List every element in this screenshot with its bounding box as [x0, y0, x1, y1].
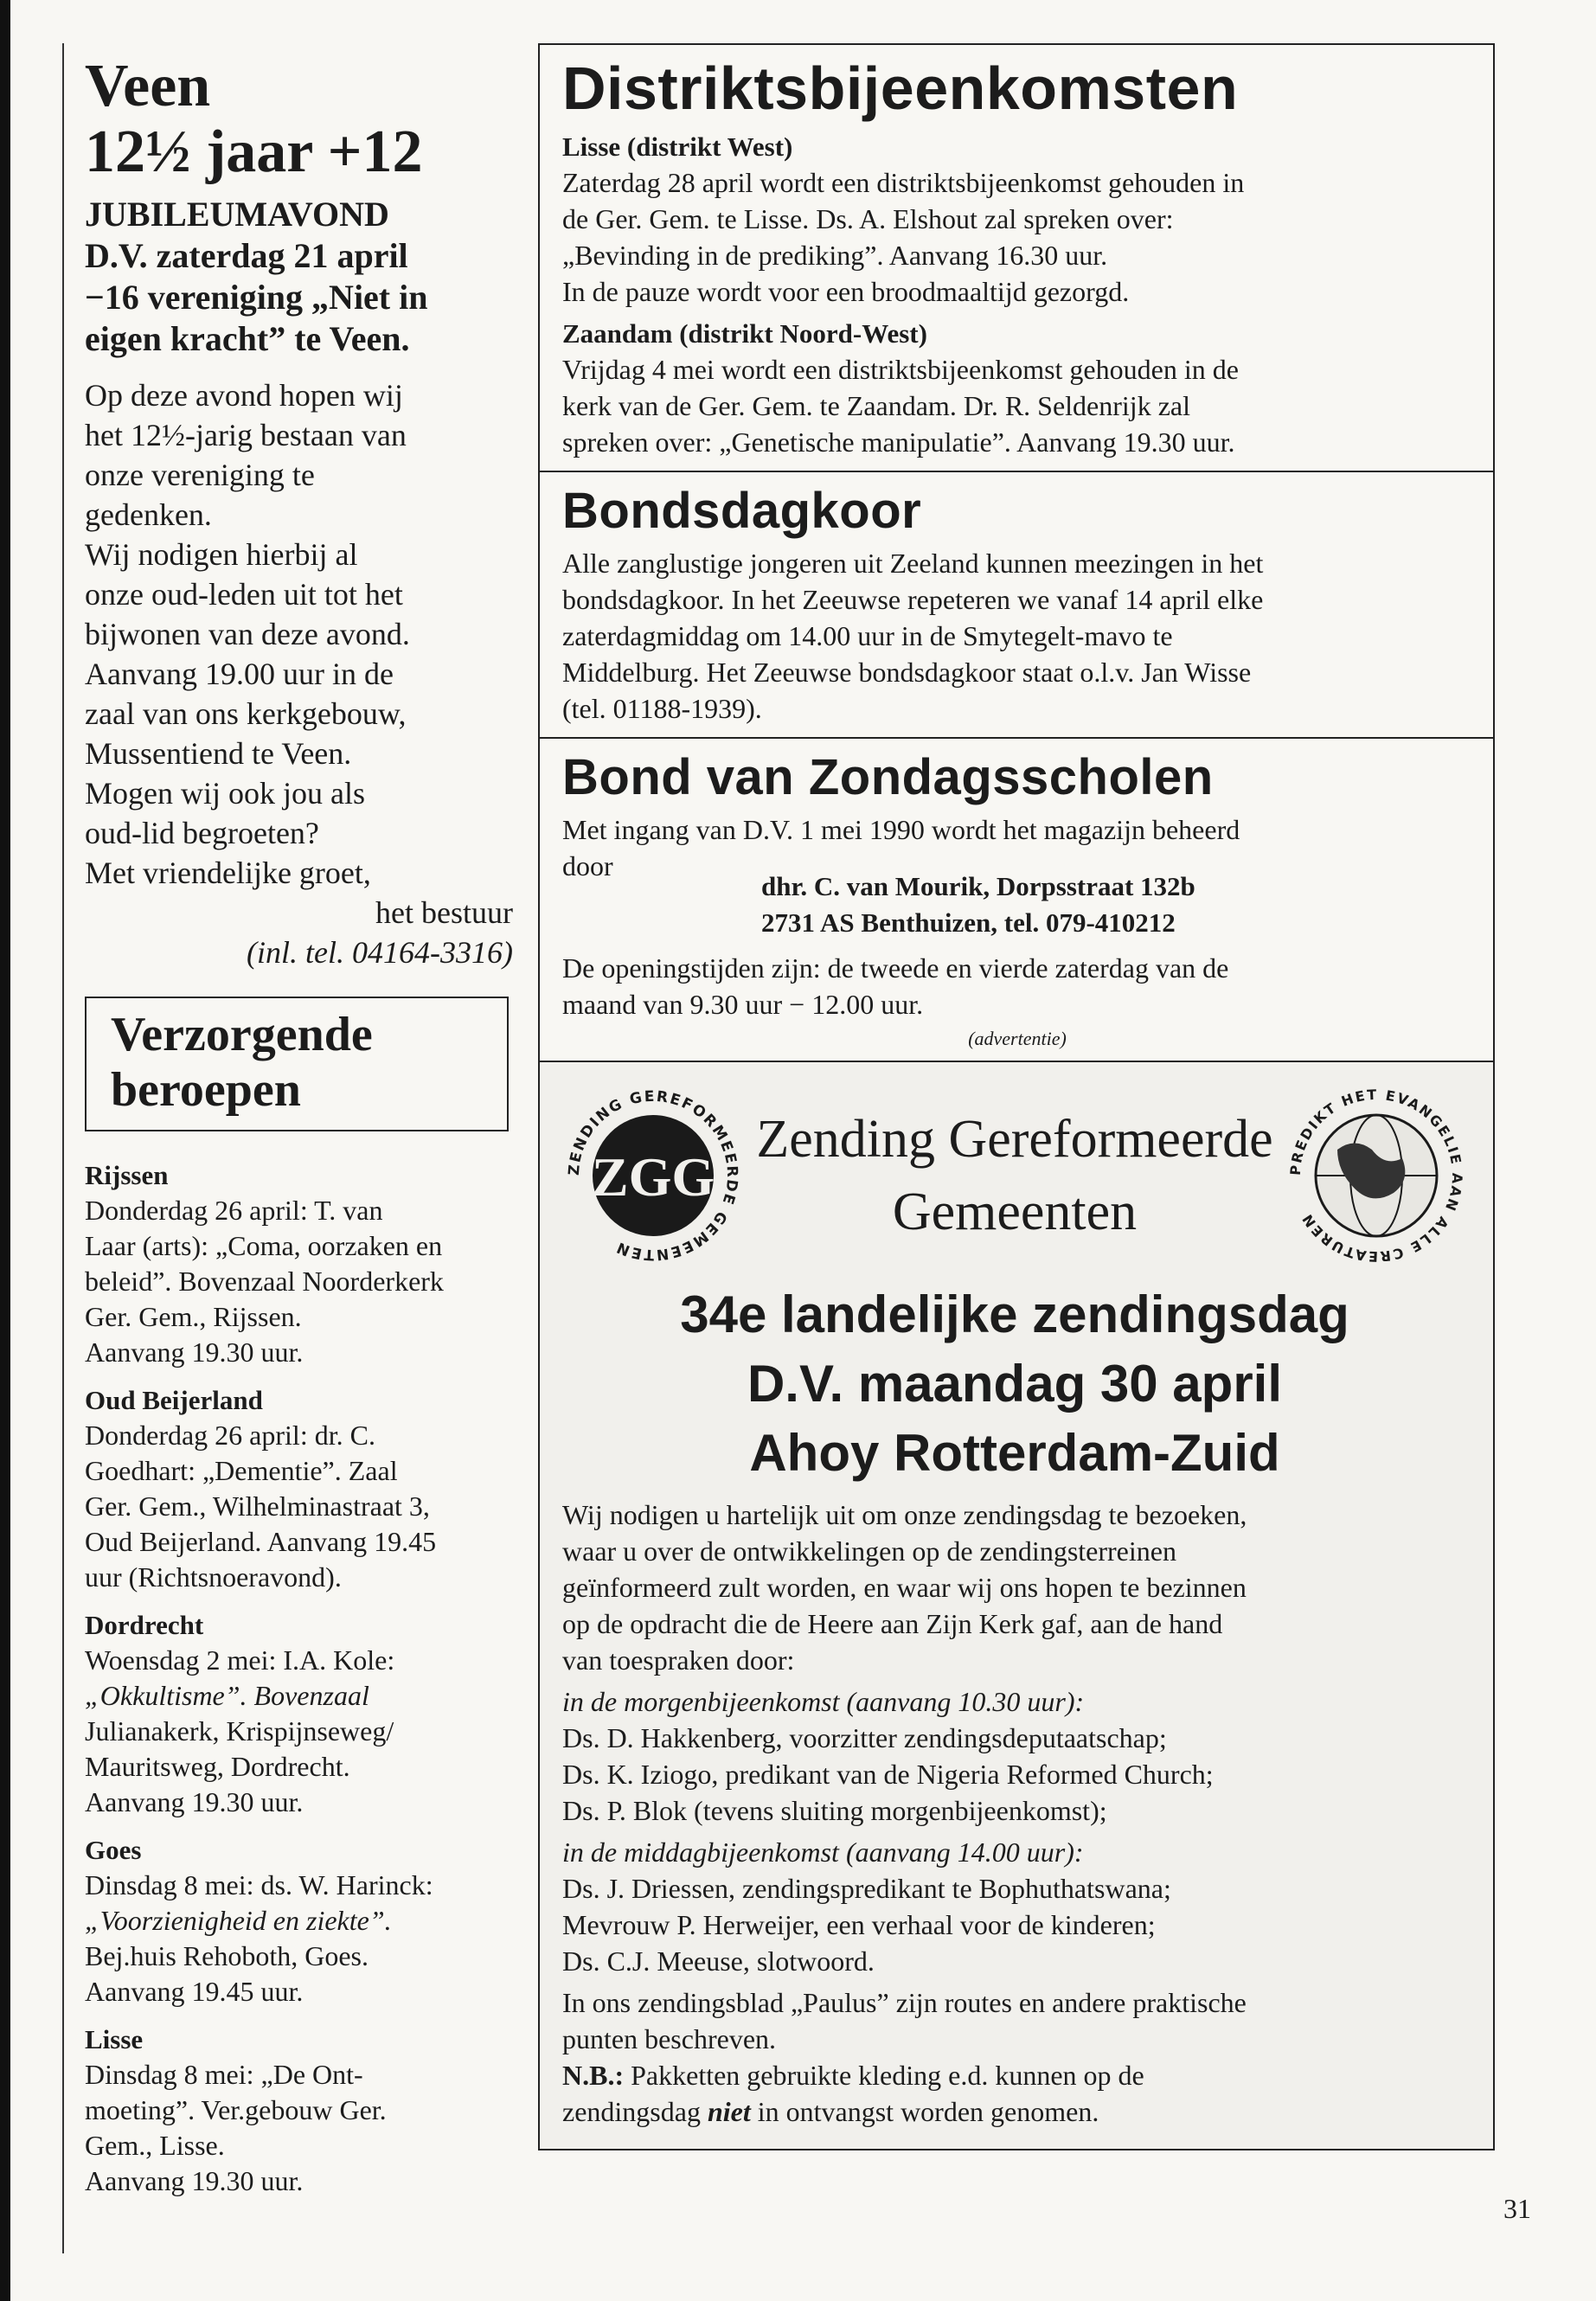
address-block: dhr. C. van Mourik, Dorpsstraat 132b 2731 AS Benthuizen, tel. 079-410212 [761, 871, 1195, 938]
left-column [85, 54, 513, 2211]
veen-phone: (inl. tel. 04164-3316) [247, 935, 513, 970]
svg-text:PREDIKT HET EVANGELIE AAN ALLE: PREDIKT HET EVANGELIE AAN ALLE CREATUREN [1286, 1086, 1466, 1266]
veen-title: Veen 12½ jaar +12 [85, 53, 423, 185]
zgg-header [562, 1085, 1467, 1266]
svg-text:ZGG: ZGG [591, 1146, 715, 1208]
globe-logo-icon [1285, 1085, 1467, 1266]
veen-notice [85, 54, 513, 972]
page-margin-bar [0, 0, 10, 2301]
entry-line-topic: Laar (arts): „Coma, oorzaken en [85, 1230, 443, 1261]
bondsdag-box: Bondsdagkoor Alle zanglustige jongeren uit Zeeland kunnen meezingen in het bondsdagkoor. In het Zeeuwse repeteren we vanaf 14 april elke zaterdagmiddag om 14.00 uur in de Smytegelt-mavo te Middelburg. Het Zeeuwse bondsdagkoor staat o.l.v. Jan Wisse (tel. 01188-1939). [538, 471, 1495, 737]
zgg-logo-icon [562, 1085, 744, 1266]
nb-note-cont: zendingsdag niet in ontvangst worden genomen. [562, 2096, 1099, 2127]
column-rule [62, 43, 64, 2253]
entry-place: Oud Beijerland [85, 1385, 263, 1415]
zondagsscholen-box: Bond van Zondagsscholen Met ingang van D.V. 1 mei 1990 wordt het magazijn beheerd door dhr. C. van Mourik, Dorpsstraat 132b 2731 AS Benthuizen, tel. 079-410212 De openingstijden zijn: de tweede en vierde zaterdag van de maand van 9.30 uur − 12.00 uur. (advertentie) [538, 737, 1495, 1061]
verzorgende-title: Verzorgende beroepen [111, 1008, 373, 1117]
list-item: Goes Dinsdag 8 mei: ds. W. Harinck: „Voorzienigheid en ziekte”. Bej.huis Rehoboth, Goes. Aanvang 19.45 uur. [85, 1832, 513, 2009]
veen-subtitle: JUBILEUMAVOND D.V. zaterdag 21 april −16 vereniging „Niet in eigen kracht” te Veen. [85, 195, 428, 358]
afternoon-heading: in de middagbijeenkomst (aanvang 14.00 uur): [562, 1836, 1084, 1868]
zaandam-heading: Zaandam (distrikt Noord-West) [562, 318, 927, 349]
entry-place: Lisse [85, 2024, 144, 2054]
entry-place: Rijssen [85, 1160, 169, 1190]
veen-signature: het bestuur [375, 895, 513, 930]
lisse-heading: Lisse (distrikt West) [562, 131, 793, 162]
distrikts-title: Distriktsbijeenkomsten [562, 54, 1239, 122]
bondsdag-title: Bondsdagkoor [562, 483, 922, 539]
page-number: 31 [1503, 2193, 1531, 2224]
advertentie-note: (advertentie) [968, 1028, 1067, 1049]
list-item: Oud Beijerland Donderdag 26 april: dr. C. Goedhart: „Dementie”. Zaal Ger. Gem., Wilhelminastraat 3, Oud Beijerland. Aanvang 19.45 uur (Richtsnoeravond). [85, 1382, 513, 1595]
morning-heading: in de morgenbijeenkomst (aanvang 10.30 uur): [562, 1686, 1085, 1717]
verzorgende-title-box [85, 997, 509, 1131]
verzorgende-list [85, 1157, 513, 2199]
zondagsscholen-title: Bond van Zondagsscholen [562, 749, 1214, 805]
zendingsdag-headline: 34e landelijke zendingsdag D.V. maandag 30 april Ahoy Rotterdam-Zuid [680, 1285, 1349, 1482]
entry-line-topic-cont: beleid”. Bovenzaal Noorderkerk [85, 1266, 444, 1297]
zgg-org-name: Zending Gereformeerde Gemeenten [756, 1110, 1273, 1241]
nb-note: N.B.: Pakketten gebruikte kleding e.d. kunnen op de [562, 2060, 1144, 2091]
zgg-advertisement: ZENDING GEREFORMEERDE GEMEENTEN ZGG Zending Gereformeerde Gemeenten PREDIKT HET EVANGELIE AAN ALLE CREATUREN 34e landelijke zendingsdag D.V. maandag 30 april Ahoy Rotterdam-Zuid Wij nodigen u hartelijk uit om onze zendingsdag te bezoeken, waar u over de ontwikkelingen op de zendingsterreinen geïnformeerd zult worden, en waar wij ons hopen te bezinnen op de opdracht die de Heere aan Zijn Kerk gaf, aan de hand van toespraken door: in de morgenbijeenkomst (aanvang 10.30 uur): Ds. D. Hakkenberg, voorzitter zendingsdeputaatschap; Ds. K. Iziogo, predikant van de Nigeria Reformed Church; Ds. P. Blok (tevens sluiting morgenbijeenkomst); in de middagbijeenkomst (aanvang 14.00 uur): Ds. J. Driessen, zendingspredikant te Bophuthatswana; Mevrouw P. Herweijer, een verhaal voor de kinderen; Ds. C.J. Meeuse, slotwoord. In ons zendingsblad „Paulus” zijn routes en andere praktische punten beschreven. N.B.: Pakketten gebruikte kleding e.d. kunnen op de zendingsdag niet in ontvangst worden genomen. [538, 1061, 1495, 2150]
entry-place: Goes [85, 1835, 142, 1865]
distrikts-box: Distriktsbijeenkomsten Lisse (distrikt West) Zaterdag 28 april wordt een distriktsbijeenkomst gehouden in de Ger. Gem. te Lisse. Ds. A. Elshout zal spreken over: „Bevinding in de prediking”. Aanvang 16.30 uur. In de pauze wordt voor een broodmaaltijd gezorgd. Zaandam (distrikt Noord-West) Vrijdag 4 mei wordt een distriktsbijeenkomst gehouden in de kerk van de Ger. Gem. te Zaandam. Dr. R. Seldenrijk zal spreken over: „Genetische manipulatie”. Aanvang 19.30 uur. [538, 43, 1495, 471]
right-column [538, 43, 1495, 2150]
veen-body: Op deze avond hopen wij het 12½-jarig bestaan van onze vereniging te gedenken. Wij nodigen hierbij al onze oud-leden uit tot het bijwonen van deze avond. Aanvang 19.00 uur in de zaal van ons kerkgebouw, Mussentiend te Veen. Mogen wij ook jou als oud-lid begroeten? Met vriendelijke groet, het bestuur (inl. tel. 04164-3316) [85, 375, 513, 972]
list-item: Lisse Dinsdag 8 mei: „De Ont- moeting”. Ver.gebouw Ger. Gem., Lisse. Aanvang 19.30 uur. [85, 2022, 513, 2199]
entry-place: Dordrecht [85, 1610, 204, 1640]
svg-text:ZENDING GEREFORMEERDE GEMEENTE: ZENDING GEREFORMEERDE GEMEENTEN [565, 1087, 741, 1264]
list-item: Dordrecht Woensdag 2 mei: I.A. Kole: „Okkultisme”. Bovenzaal Julianakerk, Krispijnseweg/ Mauritsweg, Dordrecht. Aanvang 19.30 uur. [85, 1607, 513, 1820]
list-item: Rijssen Donderdag 26 april: T. van Laar (arts): „Coma, oorzaken en beleid”. Bovenzaal Noorderkerk Ger. Gem., Rijssen. Aanvang 19.30 uur. [85, 1157, 513, 1370]
